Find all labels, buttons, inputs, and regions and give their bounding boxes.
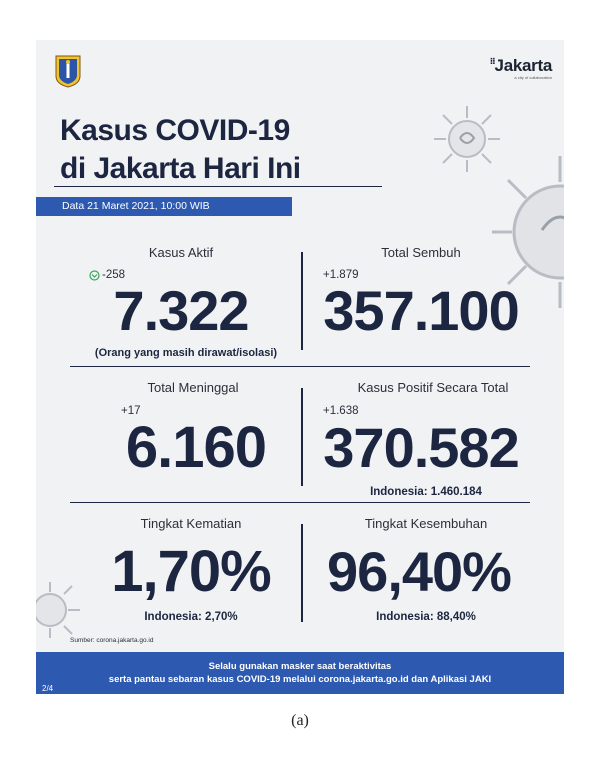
recovery-rate-label: Tingkat Kesembuhan (364, 516, 488, 531)
death-rate-national-note: Indonesia: 2,70% (144, 611, 238, 623)
total-deaths-value: 6.160 (125, 415, 267, 480)
death-rate-label: Tingkat Kematian (140, 516, 242, 531)
footer-line-1: Selalu gunakan masker saat beraktivitas (208, 661, 392, 672)
title-underline (54, 186, 382, 187)
active-cases-label: Kasus Aktif (148, 245, 214, 260)
recovery-rate-national-note: Indonesia: 88,40% (376, 611, 476, 623)
total-positive-national-note: Indonesia: 1.460.184 (370, 486, 482, 498)
jakarta-brand-logo: ⁝⁝Jakarta a city of collaboration (489, 56, 552, 80)
active-cases-value: 7.322 (113, 279, 249, 342)
total-positive-label: Kasus Positif Secara Total (357, 380, 509, 395)
total-recovered-label: Total Sembuh (381, 245, 461, 260)
page-title (60, 112, 301, 188)
active-cases-note: (Orang yang masih dirawat/isolasi) (94, 347, 278, 359)
row2-separator (70, 502, 530, 503)
title-line-2: di Jakarta Hari Ini (60, 152, 301, 185)
row2-divider (301, 388, 303, 486)
total-deaths-delta: +17 (121, 405, 141, 417)
row1-separator (70, 366, 530, 367)
brand-tagline: a city of collaboration (514, 75, 552, 80)
footer-banner (36, 652, 564, 694)
jakarta-crest-icon (54, 54, 82, 88)
title-line-1: Kasus COVID-19 (60, 114, 290, 147)
row1-divider (301, 252, 303, 350)
recovery-rate-value: 96,40% (327, 540, 511, 603)
figure-caption: (a) (291, 712, 309, 729)
death-rate-value: 1,70% (111, 539, 271, 604)
infographic-poster (36, 40, 564, 694)
brand-name: Jakarta (494, 56, 552, 75)
total-positive-value: 370.582 (323, 416, 519, 479)
total-deaths-label: Total Meninggal (147, 380, 239, 395)
total-recovered-value: 357.100 (323, 279, 519, 342)
small-virus-decoration-icon (36, 580, 86, 640)
active-cases-delta: -258 (102, 269, 126, 281)
footer-line-2: serta pantau sebaran kasus COVID-19 melalui corona.jakarta.go.id dan Aplikasi JAKI (108, 674, 492, 685)
page-number: 2/4 (42, 684, 54, 693)
total-positive-delta: +1.638 (323, 405, 359, 417)
date-banner: Data 21 Maret 2021, 10:00 WIB (36, 197, 292, 216)
row3-divider (301, 524, 303, 622)
total-recovered-delta: +1.879 (323, 269, 359, 281)
source-credit: Sumber: corona.jakarta.go.id (70, 637, 154, 644)
